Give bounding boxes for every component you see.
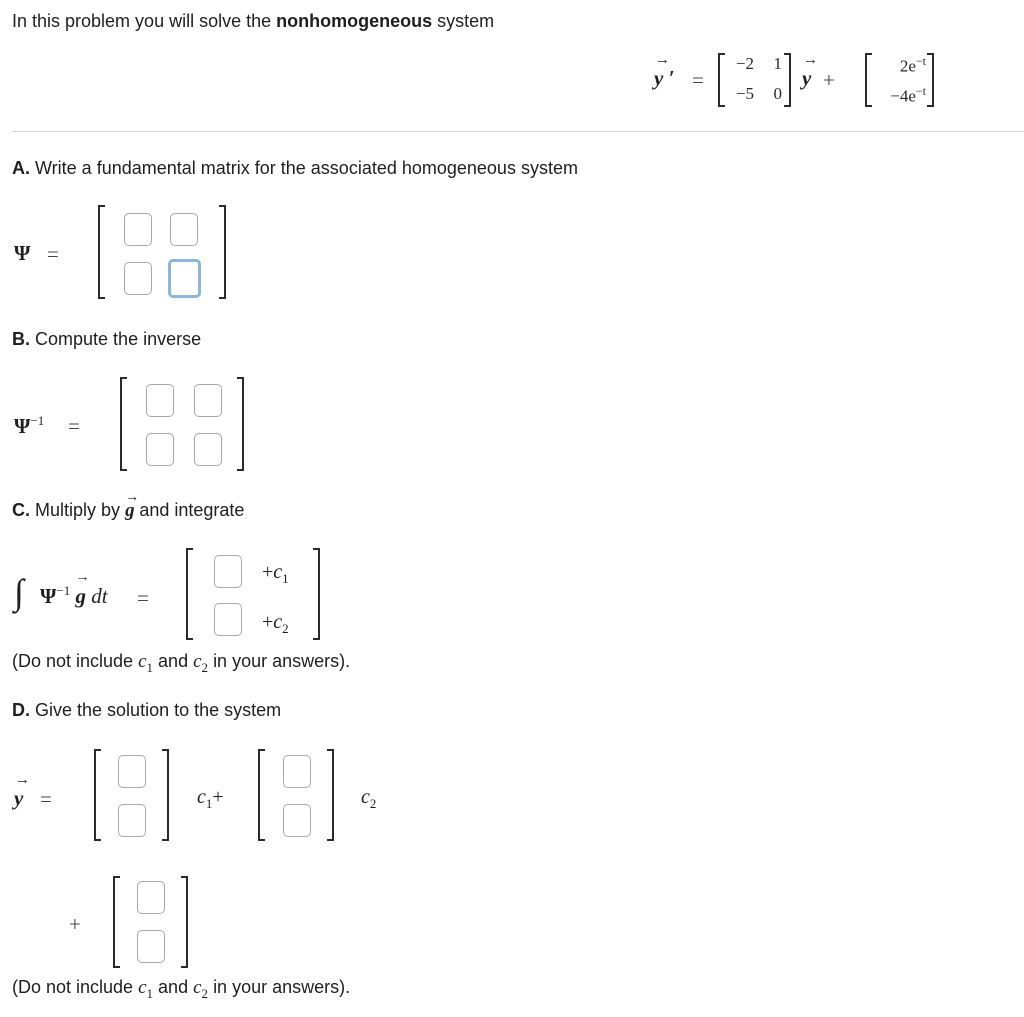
part-c-equals: = xyxy=(137,586,149,610)
sol3-left-bracket xyxy=(113,876,120,968)
coef-matrix-a21: −5 xyxy=(735,84,754,103)
part-d-equals: = xyxy=(40,787,52,811)
y-prime-var: → y ′ xyxy=(654,52,675,90)
plus-c1: $+c_1$ xyxy=(262,561,289,586)
c2-coefficient: $c_2$ xyxy=(361,786,377,811)
part-a-left-bracket xyxy=(98,205,105,299)
part-d-heading: D. Give the solution to the system xyxy=(12,700,282,720)
coef-matrix-a11: −2 xyxy=(735,54,754,73)
coef-matrix-a12: 1 xyxy=(773,54,782,73)
particular-input-1[interactable] xyxy=(137,881,165,914)
psi-input-12[interactable] xyxy=(170,213,198,246)
intro-text xyxy=(12,10,494,32)
sol1-input-2[interactable] xyxy=(118,804,146,837)
system-equals: = xyxy=(692,68,704,92)
part-c-left-bracket xyxy=(186,548,193,640)
psi-inv-input-21[interactable] xyxy=(146,433,174,466)
vector-arrow-icon: → xyxy=(803,52,818,68)
intro-text-before: In this problem you will solve the xyxy=(12,11,272,31)
part-b-equals: = xyxy=(68,414,80,438)
prime-symbol: ′ xyxy=(668,66,675,90)
forcing-right-bracket xyxy=(927,53,934,107)
part-b-right-bracket xyxy=(237,377,244,471)
intro-text-after: system xyxy=(437,11,495,31)
sol3-right-bracket xyxy=(181,876,188,968)
vector-arrow-icon: → xyxy=(15,772,30,788)
psi-inverse-symbol: $\Psi^{-1}$ xyxy=(14,413,45,438)
part-d-note: (Do not include $c_1$ and $c_2$ in your answers). xyxy=(12,977,351,1001)
part-b-heading: B. Compute the inverse xyxy=(12,329,202,349)
integrand: $\Psi^{-1}$ → g dt xyxy=(40,570,108,608)
integral-input-2[interactable] xyxy=(214,603,242,636)
sol2-left-bracket xyxy=(258,749,265,841)
coef-matrix-a22: 0 xyxy=(773,84,782,103)
part-b-left-bracket xyxy=(120,377,127,471)
particular-input-2[interactable] xyxy=(137,930,165,963)
g-vector: → g xyxy=(125,500,139,521)
psi-inv-input-12[interactable] xyxy=(194,384,222,417)
psi-inv-input-11[interactable] xyxy=(146,384,174,417)
part-a-heading: A. Write a fundamental matrix for the associated homogeneous system xyxy=(12,158,578,178)
sol1-input-1[interactable] xyxy=(118,755,146,788)
y-var: → y xyxy=(802,52,818,90)
forcing-top: $2e^{-t}$ xyxy=(899,54,926,76)
vector-arrow-icon: → xyxy=(655,52,670,68)
coef-matrix-right-bracket xyxy=(784,53,791,107)
y-solution-var: → y xyxy=(14,772,30,810)
plus-c2: $+c_2$ xyxy=(262,611,289,636)
sol1-left-bracket xyxy=(94,749,101,841)
part-c-heading: C. Multiply by → g and integrate xyxy=(12,499,244,522)
sol2-right-bracket xyxy=(327,749,334,841)
sol1-right-bracket xyxy=(162,749,169,841)
system-plus: + xyxy=(823,68,835,92)
divider xyxy=(12,131,1024,132)
psi-input-21[interactable] xyxy=(124,262,152,295)
forcing-bottom: $-4e^{-t}$ xyxy=(890,84,926,106)
sol2-input-2[interactable] xyxy=(283,804,311,837)
part-c-right-bracket xyxy=(313,548,320,640)
part-a-right-bracket xyxy=(219,205,226,299)
psi-symbol: Ψ xyxy=(14,241,31,265)
integral-symbol: ∫ xyxy=(14,572,24,612)
c1-coefficient: $c_1+$ xyxy=(197,786,224,811)
vector-arrow-icon: → xyxy=(125,490,140,505)
psi-inv-input-22[interactable] xyxy=(194,433,222,466)
part-c-note: (Do not include $c_1$ and $c_2$ in your answers). xyxy=(12,651,351,675)
part-a-equals: = xyxy=(47,242,59,266)
psi-input-22[interactable] xyxy=(168,259,201,298)
particular-plus: + xyxy=(69,912,81,936)
integral-input-1[interactable] xyxy=(214,555,242,588)
sol2-input-1[interactable] xyxy=(283,755,311,788)
psi-input-11[interactable] xyxy=(124,213,152,246)
vector-arrow-icon: → xyxy=(75,570,90,585)
intro-bold: nonhomogeneous xyxy=(276,11,433,31)
